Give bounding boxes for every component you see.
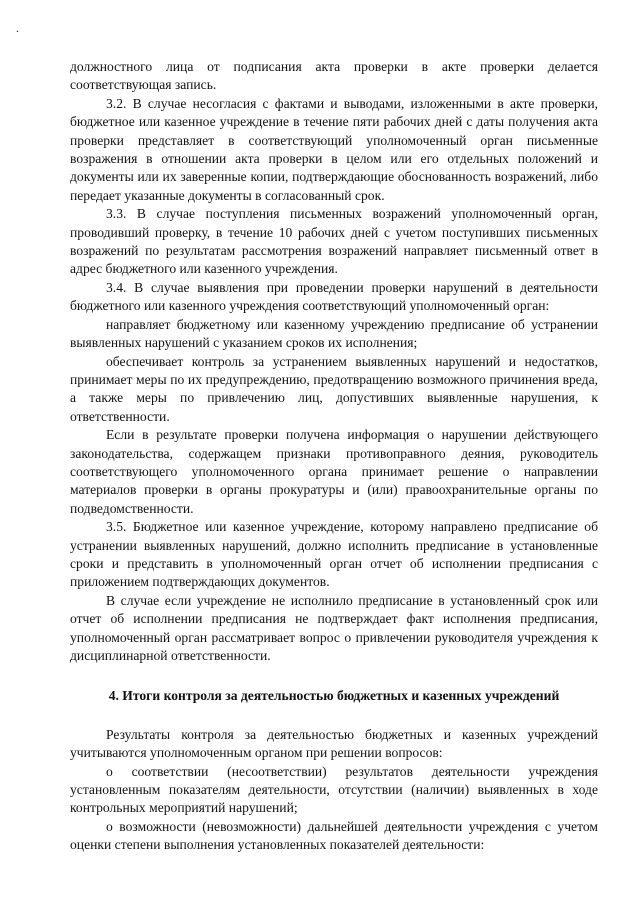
paragraph-4-intro: Результаты контроля за деятельностью бюджетных и казенных учреждений учитываются уполномоченным органом при решении вопросов:	[70, 726, 598, 761]
paragraph-3-4-item-1: направляет бюджетному или казенному учреждению предписание об устранении выявленных нарушений с указанием сроков их исполнения;	[70, 316, 598, 351]
paragraph-3-4: 3.4. В случае выявления при проведении проверки нарушений в деятельности бюджетного или казенного учреждения соответствующий уполномоченный орган:	[70, 279, 598, 314]
scan-mark: .	[16, 21, 19, 35]
paragraph-3-5: 3.5. Бюджетное или казенное учреждение, которому направлено предписание об устранении выявленных нарушений, должно исполнить предписание в установленные сроки и представить в уполномоченный орган отчет об исполнении предписания с приложением подтверждающих документов.	[70, 519, 598, 590]
paragraph-4-item-1: о соответствии (несоответствии) результатов деятельности учреждения установленным показателям деятельности, отсутствии (наличии) выявленных в ходе контрольных мероприятий нарушений;	[70, 763, 598, 816]
paragraph-3-3: 3.3. В случае поступления письменных возражений уполномоченный орган, проводивший проверку, в течение 10 рабочих дней с учетом поступивших письменных возражений по результатам рассмотрения возражений направляет письменный ответ в адрес бюджетного или казенного учреждения.	[70, 206, 598, 277]
paragraph-3-2: 3.2. В случае несогласия с фактами и выводами, изложенными в акте проверки, бюджетное или казенное учреждение в течение пяти рабочих дней с даты получения акта проверки представляет в соответствующий уполномоченный орган письменные возражения в отношении акта проверки в целом или его отдельных положений и документы или их заверенные копии, подтверждающие обоснованность возражений, либо передает указанные документы в согласованный срок.	[70, 95, 598, 203]
paragraph-3-4-violation: Если в результате проверки получена информация о нарушении действующего законодательства, содержащем признаки противоправного деяния, руководитель соответствующего уполномоченного органа принимает решение о направлении материалов проверки в органы прокуратуры и (или) правоохранительные органы по подведомственности.	[70, 427, 598, 516]
section-4-heading: 4. Итоги контроля за деятельностью бюджетных и казенных учреждений	[108, 688, 560, 704]
paragraph-3-5-noncompliance: В случае если учреждение не исполнило предписание в установленный срок или отчет об исполнении предписания не подтверждает факт исполнения предписания, уполномоченный орган рассматривает вопрос о привлечении руководителя учреждения к дисциплинарной ответственности.	[70, 592, 598, 663]
paragraph-4-item-2: о возможности (невозможности) дальнейшей деятельности учреждения с учетом оценки степени выполнения установленных показателей деятельности:	[70, 818, 598, 853]
document-body	[70, 58, 598, 855]
paragraph-3-4-item-2: обеспечивает контроль за устранением выявленных нарушений и недостатков, принимает меры по их предупреждению, предотвращению возможного причинения вреда, а также меры по привлечению лиц, допустивших выявленные нарушения, к ответственности.	[70, 353, 598, 424]
paragraph-continuation: должностного лица от подписания акта проверки в акте проверки делается соответствующая запись.	[70, 59, 598, 93]
